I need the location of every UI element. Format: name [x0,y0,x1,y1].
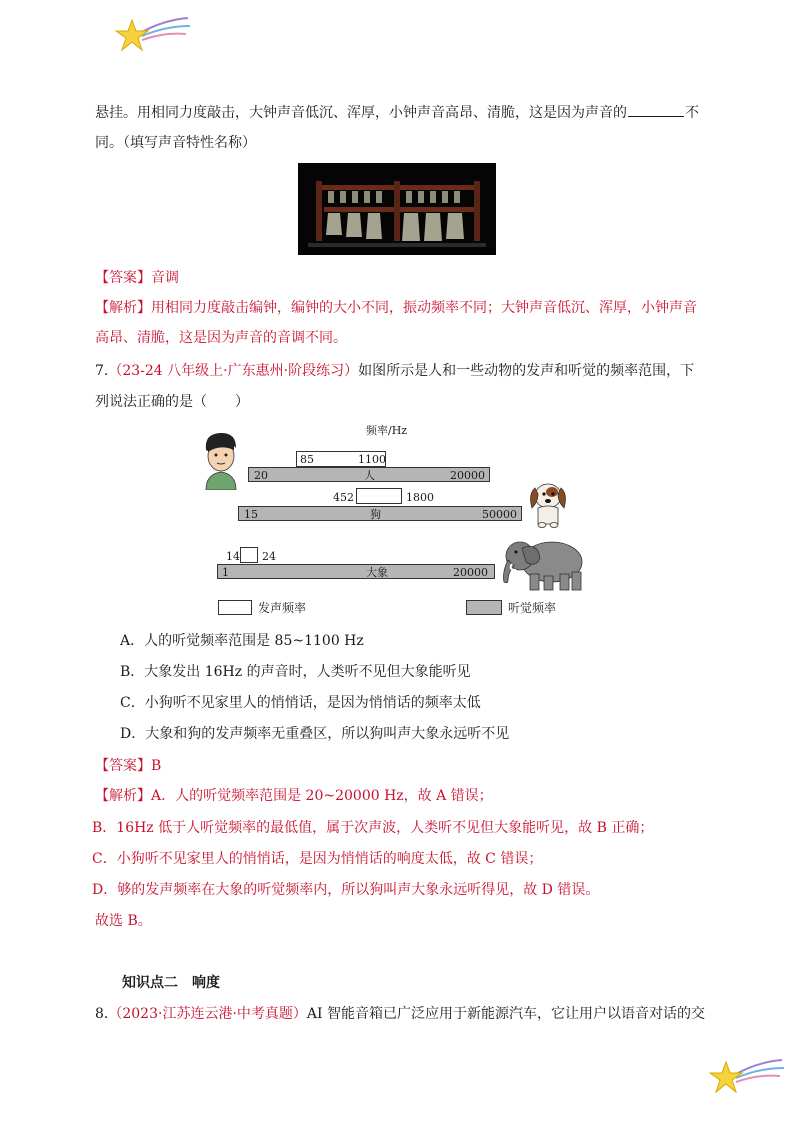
analysis-text: 用相同力度敲击编钟，编钟的大小不同，振动频率不同；大钟声音低沉、浑厚，小钟声音 [151,300,697,316]
legend-hear-swatch [466,600,502,615]
question-stem: AI 智能音箱已广泛应用于新能源汽车，它让用户以语音对话的交 [306,1006,705,1022]
option-c[interactable]: C．小狗听不见家里人的悄悄话，是因为悄悄话的频率太低 [120,695,481,711]
elephant-icon [498,536,590,592]
voice-min-dog: 452 [333,491,354,504]
row-label-dog: 狗 [370,508,381,521]
answer-text: B [151,758,162,774]
voice-min-human: 85 [300,453,314,466]
question-stem: 如图所示是人和一些动物的发声和听觉的频率范围，下 [358,363,695,379]
answer-blank[interactable] [628,102,684,117]
row-label-human: 人 [364,469,375,482]
shooting-star-icon [112,14,192,58]
hear-min-human: 20 [254,469,268,482]
voice-min-elephant: 14 [226,550,240,563]
q8-stem [95,1004,705,1024]
q7-answer [95,756,161,776]
q7-stem-l2: 列说法正确的是（ ） [95,394,249,410]
option-b[interactable]: B．大象发出 16Hz 的声音时，人类听不见但大象能听见 [120,664,471,680]
boy-icon [200,430,242,490]
q6-line1 [95,102,699,123]
legend-voice-swatch [218,600,252,615]
frequency-figure [200,420,590,620]
hear-max-dog: 50000 [482,508,517,521]
row-label-elephant: 大象 [366,566,388,579]
q7-analysis-l1 [95,786,493,806]
voice-range-bar-dog [356,488,402,504]
analysis-tag: 【解析】 [95,300,151,316]
figure-title: 频率/Hz [366,424,408,437]
analysis-tag: 【解析】 [95,788,151,804]
voice-max-elephant: 24 [262,550,276,563]
q6-answer [95,268,179,288]
q6-text-end: 不 [685,105,699,121]
question-number: 8. [95,1006,109,1022]
analysis-text: A．人的听觉频率范围是 20~20000 Hz，故 A 错误； [151,788,493,804]
voice-max-dog: 1800 [406,491,434,504]
voice-range-bar-elephant [240,547,258,563]
legend-voice-label: 发声频率 [258,601,307,615]
q7-analysis-l4: D．够的发声频率在大象的听觉频率内，所以狗叫声大象永远听得见，故 D 错误。 [92,882,600,898]
option-a[interactable]: A．人的听觉频率范围是 85~1100 Hz [120,633,364,649]
q7-stem-l1 [95,361,694,381]
shooting-star-icon [706,1056,786,1100]
option-d[interactable]: D．大象和狗的发声频率无重叠区，所以狗叫声大象永远听不见 [120,726,510,742]
voice-max-human: 1100 [358,453,386,466]
chime-bells-photo [298,163,496,255]
q7-analysis-l2: B．16Hz 低于人听觉频率的最低值，属于次声波，人类听不见但大象能听见，故 B 正确； [92,820,654,836]
q6-text: 悬挂。用相同力度敲击，大钟声音低沉、浑厚，小钟声音高昂、清脆，这是因为声音的 [95,105,627,121]
answer-text: 音调 [151,270,179,286]
legend-hear-label: 听觉频率 [508,601,557,615]
answer-tag: 【答案】 [95,758,151,774]
hear-max-human: 20000 [450,469,485,482]
q6-analysis-l2: 高昂、清脆，这是因为声音的音调不同。 [95,330,347,346]
q6-line2: 同。（填写声音特性名称） [95,135,256,151]
question-source: （2023·江苏连云港·中考真题） [108,1006,307,1022]
q7-analysis-l3: C．小狗听不见家里人的悄悄话，是因为悄悄话的响度太低，故 C 错误； [92,851,543,867]
q6-analysis-l1 [95,298,697,318]
answer-tag: 【答案】 [95,270,151,286]
hear-max-elephant: 20000 [453,566,488,579]
dog-icon [526,480,570,528]
hear-min-elephant: 1 [222,566,229,579]
section-heading: 知识点二 响度 [122,975,220,991]
question-source: （23-24 八年级上·广东惠州·阶段练习） [108,363,359,379]
question-number: 7. [95,363,109,379]
q7-analysis-l5: 故选 B。 [95,913,152,929]
hear-min-dog: 15 [244,508,258,521]
